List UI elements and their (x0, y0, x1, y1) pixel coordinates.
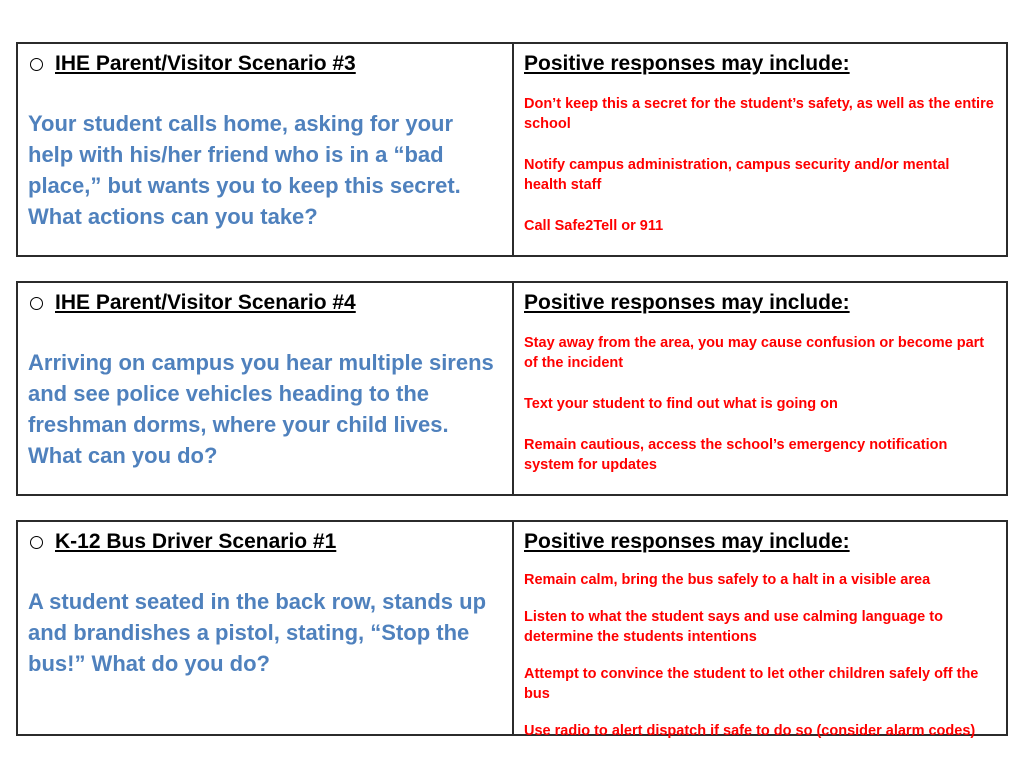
response-item: Use radio to alert dispatch if safe to do so (consider alarm codes) (524, 723, 976, 739)
hollow-bullet-icon (30, 297, 43, 310)
scenario-card (16, 281, 1008, 496)
response-item: Don’t keep this a secret for the student’s safety, as well as the entire school (524, 96, 994, 132)
scenario-title: IHE Parent/Visitor Scenario #4 (55, 291, 356, 314)
response-item: Call Safe2Tell or 911 (524, 218, 664, 234)
scenario-heading (28, 530, 502, 554)
response-item: Text your student to find out what is going on (524, 396, 838, 412)
responses-title: Positive responses may include: (524, 291, 850, 314)
scenario-title: K-12 Bus Driver Scenario #1 (55, 530, 337, 553)
responses-panel (514, 283, 1006, 494)
scenario-title: IHE Parent/Visitor Scenario #3 (55, 52, 356, 75)
responses-title: Positive responses may include: (524, 530, 850, 553)
scenario-prompt: A student seated in the back row, stands up and brandishes a pistol, stating, “Stop the bus!” What do you do? (28, 589, 487, 676)
responses-title: Positive responses may include: (524, 52, 850, 75)
responses-list (524, 333, 996, 475)
response-item: Remain calm, bring the bus safely to a halt in a visible area (524, 572, 931, 588)
hollow-bullet-icon (30, 58, 43, 71)
scenario-heading (28, 52, 502, 76)
response-item: Stay away from the area, you may cause confusion or become part of the incident (524, 335, 985, 371)
scenario-panel (18, 44, 514, 255)
scenario-panel (18, 283, 514, 494)
responses-list (524, 570, 996, 741)
response-item: Attempt to convince the student to let other children safely off the bus (524, 666, 979, 702)
hollow-bullet-icon (30, 536, 43, 549)
scenario-card (16, 42, 1008, 257)
responses-panel (514, 44, 1006, 255)
scenario-panel (18, 522, 514, 734)
responses-list (524, 94, 996, 236)
scenario-card (16, 520, 1008, 739)
response-item: Remain cautious, access the school’s emergency notification system for updates (524, 437, 948, 473)
scenario-prompt: Your student calls home, asking for your help with his/her friend who is in a “bad place,” but wants you to keep this secret. What actions can you take? (28, 111, 461, 229)
scenario-prompt: Arriving on campus you hear multiple sirens and see police vehicles heading to the freshman dorms, where your child lives. What can you do? (28, 350, 494, 468)
responses-panel (514, 522, 1006, 739)
scenario-heading (28, 291, 502, 315)
response-item: Listen to what the student says and use calming language to determine the students intentions (524, 609, 943, 645)
response-item: Notify campus administration, campus security and/or mental health staff (524, 157, 950, 193)
